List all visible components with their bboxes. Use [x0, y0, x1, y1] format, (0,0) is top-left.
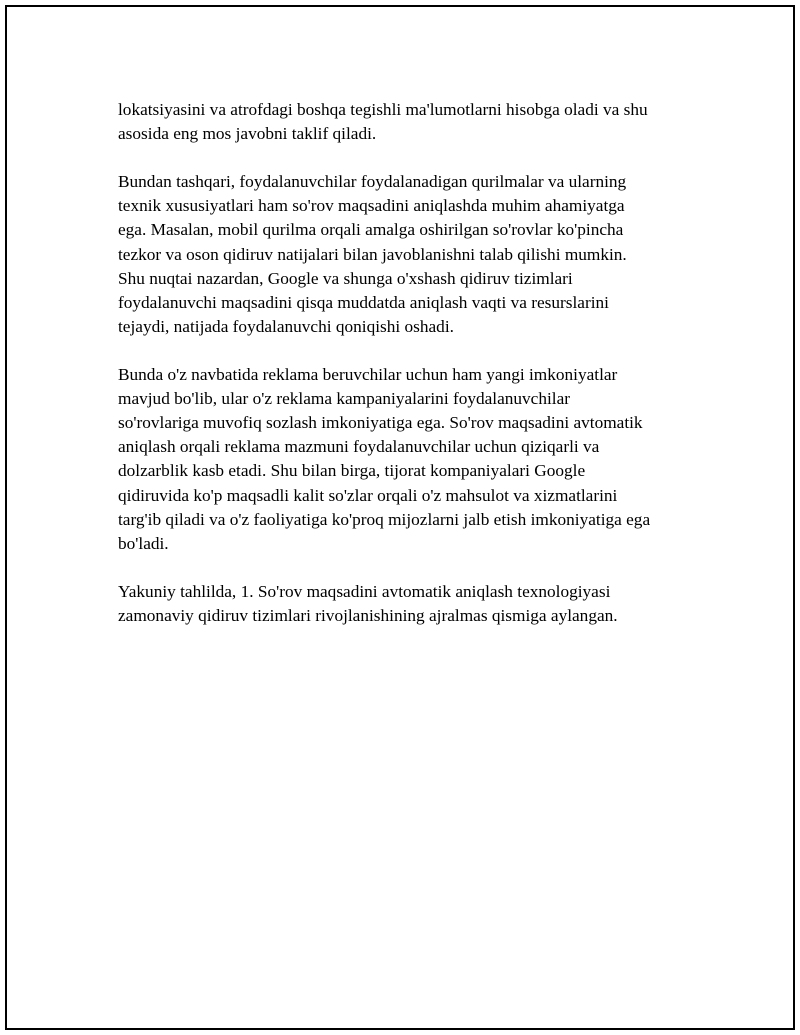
document-body [118, 98, 708, 652]
paragraph-conclusion: Yakuniy tahlilda, 1. So'rov maqsadini avtomatik aniqlash texnologiyasi zamonaviy qidiruv tizimlari rivojlanishining ajralmas qismiga aylangan. [118, 581, 618, 625]
paragraph-advertisers: Bunda o'z navbatida reklama beruvchilar uchun ham yangi imkoniyatlar mavjud bo'lib, ular o'z reklama kampaniyalarini foydalanuvchilar so'rovlariga muvofiq sozlash imkoniyatiga ega. So'rov maqsadini avtomatik aniqlash orqali reklama mazmuni foydalanuvchilar uchun qiziqarli va dolzarblik kasb etadi. Shu bilan birga, tijorat kompaniyalari Google qidiruvida ko'p maqsadli kalit so'zlar orqali o'z mahsulot va xizmatlarini targ'ib qiladi va o'z faoliyatiga ko'proq mijozlarni jalb etish imkoniyatiga ega bo'ladi. [118, 365, 651, 553]
page-frame [5, 5, 795, 1030]
paragraph-devices: Bundan tashqari, foydalanuvchilar foydalanadigan qurilmalar va ularning texnik xususiyatlari ham so'rov maqsadini aniqlashda muhim ahamiyatga ega. Masalan, mobil qurilma orqali amalga oshirilgan so'rovlar ko'pincha tezkor va oson qidiruv natijalari bilan javoblanishni talab qilishi mumkin. Shu nuqtai nazardan, Google va shunga o'xshash qidiruv tizimlari foydalanuvchi maqsadini qisqa muddatda aniqlash vaqti va resurslarini tejaydi, natijada foydalanuvchi qoniqishi oshadi. [118, 172, 627, 336]
paragraph-location-context: lokatsiyasini va atrofdagi boshqa tegishli ma'lumotlarni hisobga oladi va shu asosida eng mos javobni taklif qiladi. [118, 100, 648, 144]
